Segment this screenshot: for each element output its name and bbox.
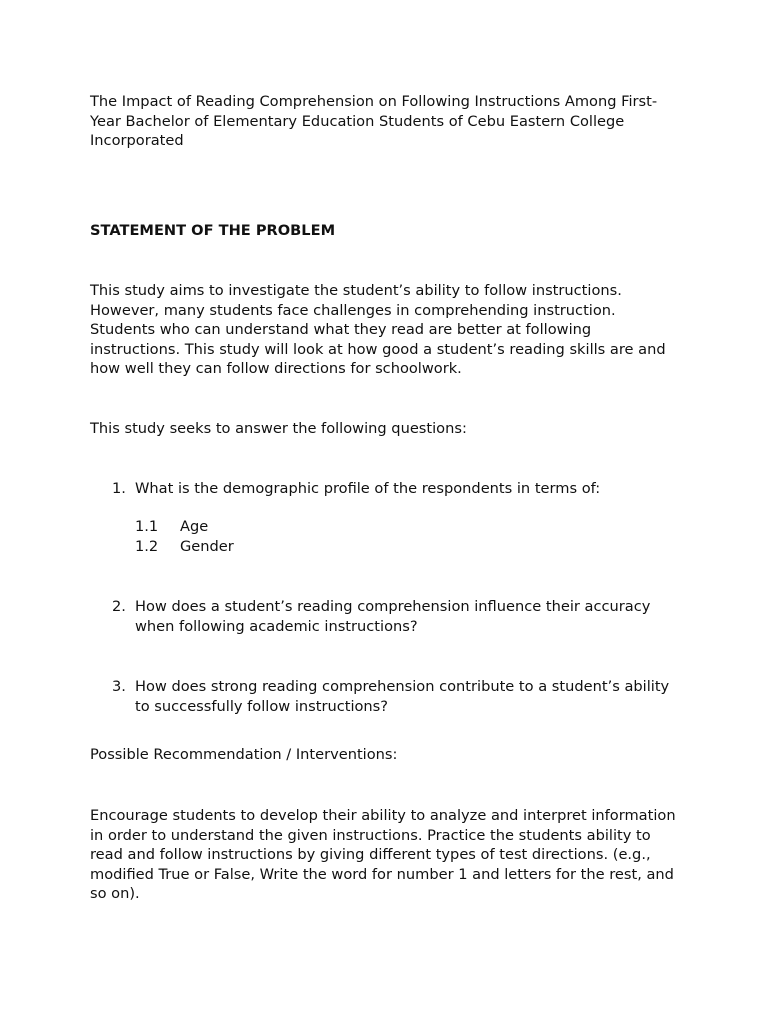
question-number: 2. bbox=[112, 598, 126, 615]
sub-item-age bbox=[135, 517, 435, 537]
sub-item-gender bbox=[135, 537, 435, 557]
sub-item-text: Age bbox=[180, 518, 209, 535]
questions-lead: This study seeks to answer the following questions: bbox=[90, 420, 467, 437]
recommendations-label: Possible Recommendation / Interventions: bbox=[90, 746, 398, 763]
question-text: How does strong reading comprehension contribute to a student’s ability to successfully follow instructions? bbox=[135, 678, 670, 715]
question-text: How does a student’s reading comprehension influence their accuracy when following academic instructions? bbox=[135, 598, 651, 635]
question-number: 1. bbox=[112, 480, 126, 497]
question-text: What is the demographic profile of the respondents in terms of: bbox=[135, 480, 601, 497]
sub-item-text: Gender bbox=[180, 538, 234, 555]
recommendations-paragraph: Encourage students to develop their ability to analyze and interpret information in order to understand the given instructions. Practice the students ability to read and follow instructions by giving different types of test directions. (e.g., modified True or False, Write the word for number 1 and letters for the rest, and so on). bbox=[90, 807, 676, 903]
question-number: 3. bbox=[112, 678, 126, 695]
document-title: The Impact of Reading Comprehension on Following Instructions Among First-Year Bachelor of Elementary Education Students of Cebu Eastern College Incorporated bbox=[90, 93, 658, 150]
sub-item-number: 1.1 bbox=[135, 518, 159, 535]
intro-paragraph: This study aims to investigate the student’s ability to follow instructions. However, many students face challenges in comprehending instruction. Students who can understand what they read are better at following instructions. This study will look at how good a student’s reading skills are and how well they can follow directions for schoolwork. bbox=[90, 282, 666, 378]
section-heading: STATEMENT OF THE PROBLEM bbox=[90, 222, 336, 239]
sub-item-number: 1.2 bbox=[135, 538, 159, 555]
